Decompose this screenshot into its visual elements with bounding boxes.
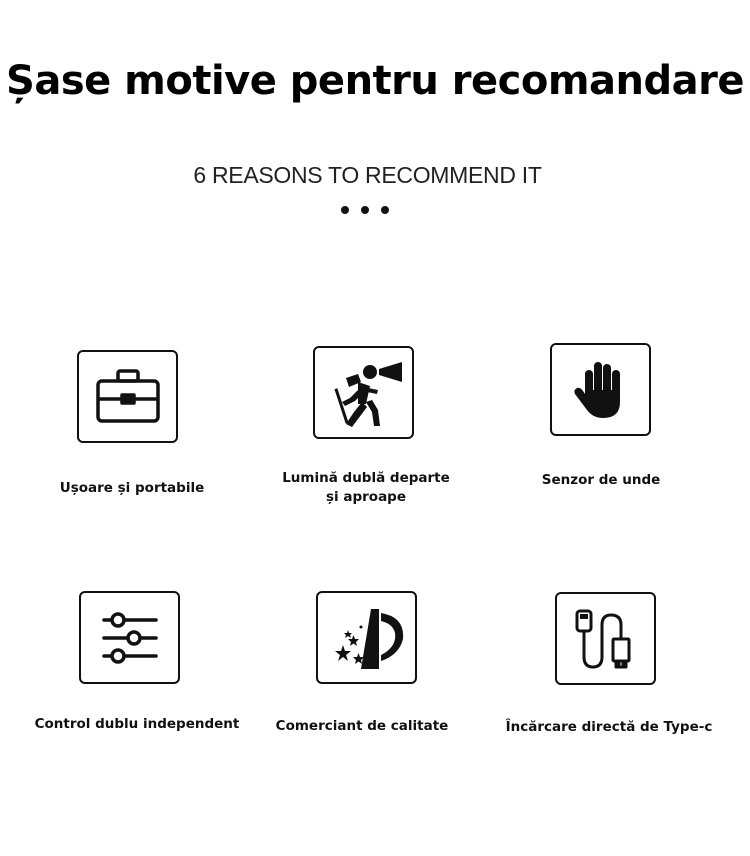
- feature-label-quality-merchant: Comerciant de calitate: [275, 718, 449, 734]
- sliders-icon: [79, 591, 180, 684]
- hand-wave-icon: [550, 343, 651, 436]
- feature-label-type-c-charging: Încărcare directă de Type-c: [505, 719, 713, 735]
- feature-label-portable: Ușoare și portabile: [59, 480, 205, 496]
- headlamp-hiker-icon: [313, 346, 414, 439]
- usb-type-c-cable-icon: [555, 592, 656, 685]
- page-subtitle: 6 REASONS TO RECOMMEND IT: [193, 162, 542, 188]
- feature-label-dual-control: Control dublu independent: [34, 716, 240, 732]
- dots-divider: [341, 205, 389, 215]
- quality-merchant-icon: [316, 591, 417, 684]
- briefcase-icon: [77, 350, 178, 443]
- feature-label-wave-sensor: Senzor de unde: [541, 472, 661, 488]
- feature-label-dual-light: Lumină dublă departe și aproape: [282, 470, 450, 505]
- page-title: Șase motive pentru recomandare: [6, 58, 744, 104]
